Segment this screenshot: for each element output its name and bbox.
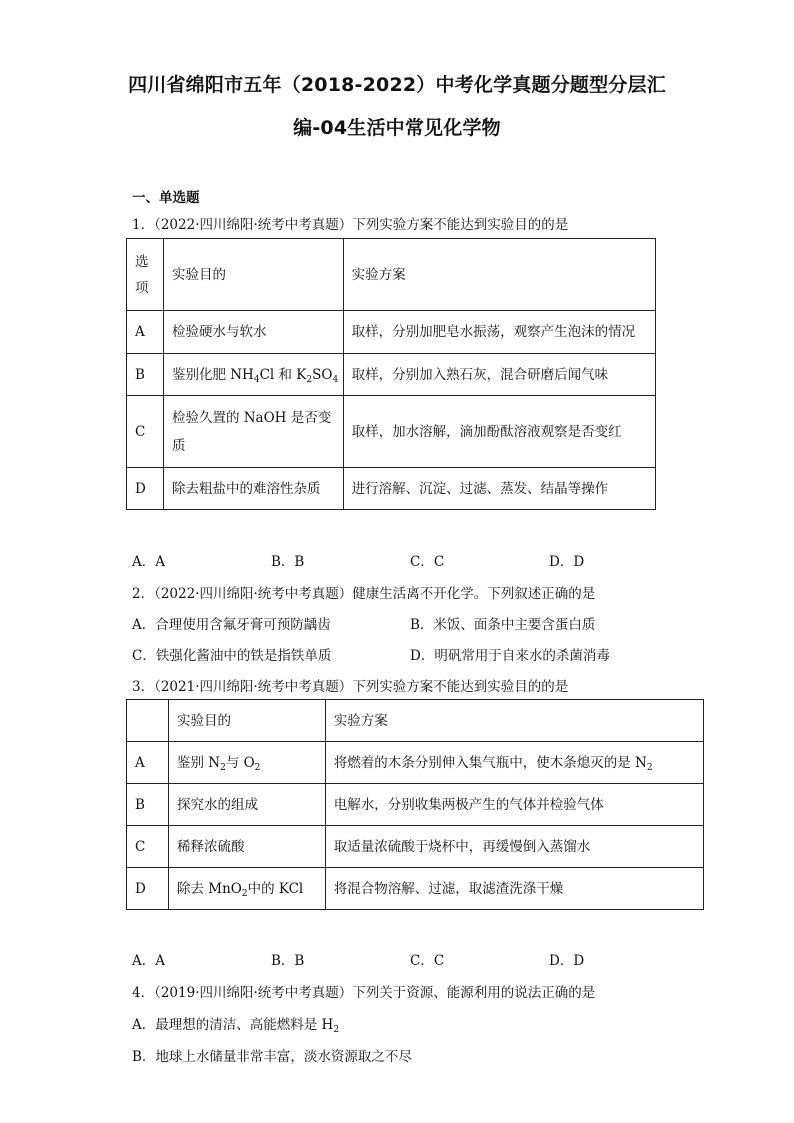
subscript: 2 [646, 762, 653, 773]
row-plan: 取样，分别加肥皂水振荡，观察产生泡沫的情况 [343, 311, 655, 354]
header-cell-goal: 实验目的 [163, 239, 343, 311]
table-row [127, 311, 656, 354]
subscript: 4 [332, 374, 339, 385]
q2-option-d[interactable]: D．明矾常用于自来水的杀菌消毒 [410, 648, 610, 664]
table-row [127, 396, 656, 468]
row-plan: 取样，加水溶解，滴加酚酞溶液观察是否变红 [343, 396, 655, 468]
section-heading: 一、单选题 [132, 190, 200, 206]
q2-option-a[interactable]: A．合理使用含氟牙膏可预防龋齿 [132, 617, 331, 633]
row-goal [168, 742, 325, 784]
table-row [127, 354, 656, 396]
table-row [127, 868, 704, 910]
table-row [127, 742, 704, 784]
text-part: Cl 和 K [259, 366, 307, 383]
table-row [127, 826, 704, 868]
text-part: SO [312, 366, 333, 383]
row-goal: 探究水的组成 [168, 784, 325, 826]
q1-option-d[interactable]: D．D [549, 554, 585, 570]
q2-stem: 2．（2022·四川绵阳·统考中考真题）健康生活离不开化学。下列叙述正确的是 [132, 586, 596, 602]
row-plan: 进行溶解、沉淀、过滤、蒸发、结晶等操作 [343, 468, 655, 510]
text-part: A．最理想的清洁、高能燃料是 H [132, 1017, 334, 1033]
q3-option-b[interactable]: B．B [271, 953, 305, 969]
text-part: 与 O [225, 754, 255, 771]
q1-stem: 1．（2022·四川绵阳·统考中考真题）下列实验方案不能达到实验目的的是 [132, 217, 569, 233]
q4-option-a[interactable] [132, 1013, 339, 1033]
header-option-part2: 项 [135, 279, 149, 296]
subscript: 2 [241, 888, 248, 899]
header-cell-option [127, 239, 164, 311]
row-option: A [127, 742, 169, 784]
header-cell-plan: 实验方案 [325, 700, 703, 742]
header-cell-goal: 实验目的 [168, 700, 325, 742]
row-option: C [127, 396, 164, 468]
q1-option-b[interactable]: B．B [271, 554, 305, 570]
table-row [127, 784, 704, 826]
table-header-row [127, 239, 656, 311]
q1-table [126, 238, 656, 510]
header-cell-plan: 实验方案 [343, 239, 655, 311]
doc-title-line1: 四川省绵阳市五年（2018-2022）中考化学真题分题型分层汇 [128, 74, 666, 96]
row-option: B [127, 784, 169, 826]
row-goal: 检验硬水与软水 [163, 311, 343, 354]
subscript: 2 [254, 762, 261, 773]
text-part: 鉴别化肥 NH [171, 366, 254, 383]
q3-option-c[interactable]: C．C [410, 953, 445, 969]
q1-option-c[interactable]: C．C [410, 554, 445, 570]
q4-option-b[interactable]: B．地球上水储量非常丰富，淡水资源取之不尽 [132, 1049, 412, 1065]
subscript: 2 [220, 762, 226, 773]
q3-stem: 3．（2021·四川绵阳·统考中考真题）下列实验方案不能达到实验目的的是 [132, 679, 569, 695]
row-plan: 电解水，分别收集两极产生的气体并检验气体 [325, 784, 703, 826]
text-part: 质 [171, 437, 186, 454]
q3-table [126, 699, 704, 910]
row-plan: 取样，分别加入熟石灰，混合研磨后闻气味 [343, 354, 655, 396]
row-option: C [127, 826, 169, 868]
subscript: 2 [333, 1025, 340, 1035]
row-option: B [127, 354, 164, 396]
row-goal: 稀释浓硫酸 [168, 826, 325, 868]
q3-option-a[interactable]: A．A [132, 953, 165, 969]
row-goal: 除去粗盐中的难溶性杂质 [163, 468, 343, 510]
subscript: 2 [306, 374, 313, 385]
table-header-row [127, 700, 704, 742]
text-part: 检验久置的 NaOH 是否变 [171, 409, 332, 426]
q2-option-c[interactable]: C．铁强化酱油中的铁是指铁单质 [132, 648, 332, 664]
text-part: 除去 MnO [176, 880, 242, 897]
row-plan: 将混合物溶解、过滤，取滤渣洗涤干燥 [325, 868, 703, 910]
text-part: 中的 KCl [247, 880, 304, 897]
row-option: D [127, 868, 169, 910]
header-cell-option [127, 700, 169, 742]
q1-option-a[interactable]: A．A [132, 554, 165, 570]
q3-option-d[interactable]: D．D [549, 953, 585, 969]
row-option: A [127, 311, 164, 354]
q4-stem: 4．（2019·四川绵阳·统考中考真题）下列关于资源、能源利用的说法正确的是 [132, 985, 596, 1001]
row-goal [168, 868, 325, 910]
header-option-part1: 选 [135, 253, 149, 270]
row-goal [163, 396, 343, 468]
text-part: 鉴别 N [176, 754, 221, 771]
row-plan [325, 742, 703, 784]
row-option: D [127, 468, 164, 510]
doc-title-line2: 编-04生活中常见化学物 [293, 117, 501, 139]
text-part: 将燃着的木条分别伸入集气瓶中，使木条熄灭的是 N [333, 754, 647, 771]
table-row [127, 468, 656, 510]
row-plan: 取适量浓硫酸于烧杯中，再缓慢倒入蒸馏水 [325, 826, 703, 868]
subscript: 4 [253, 374, 260, 385]
q2-option-b[interactable]: B．米饭、面条中主要含蛋白质 [410, 617, 596, 633]
row-goal [163, 354, 343, 396]
